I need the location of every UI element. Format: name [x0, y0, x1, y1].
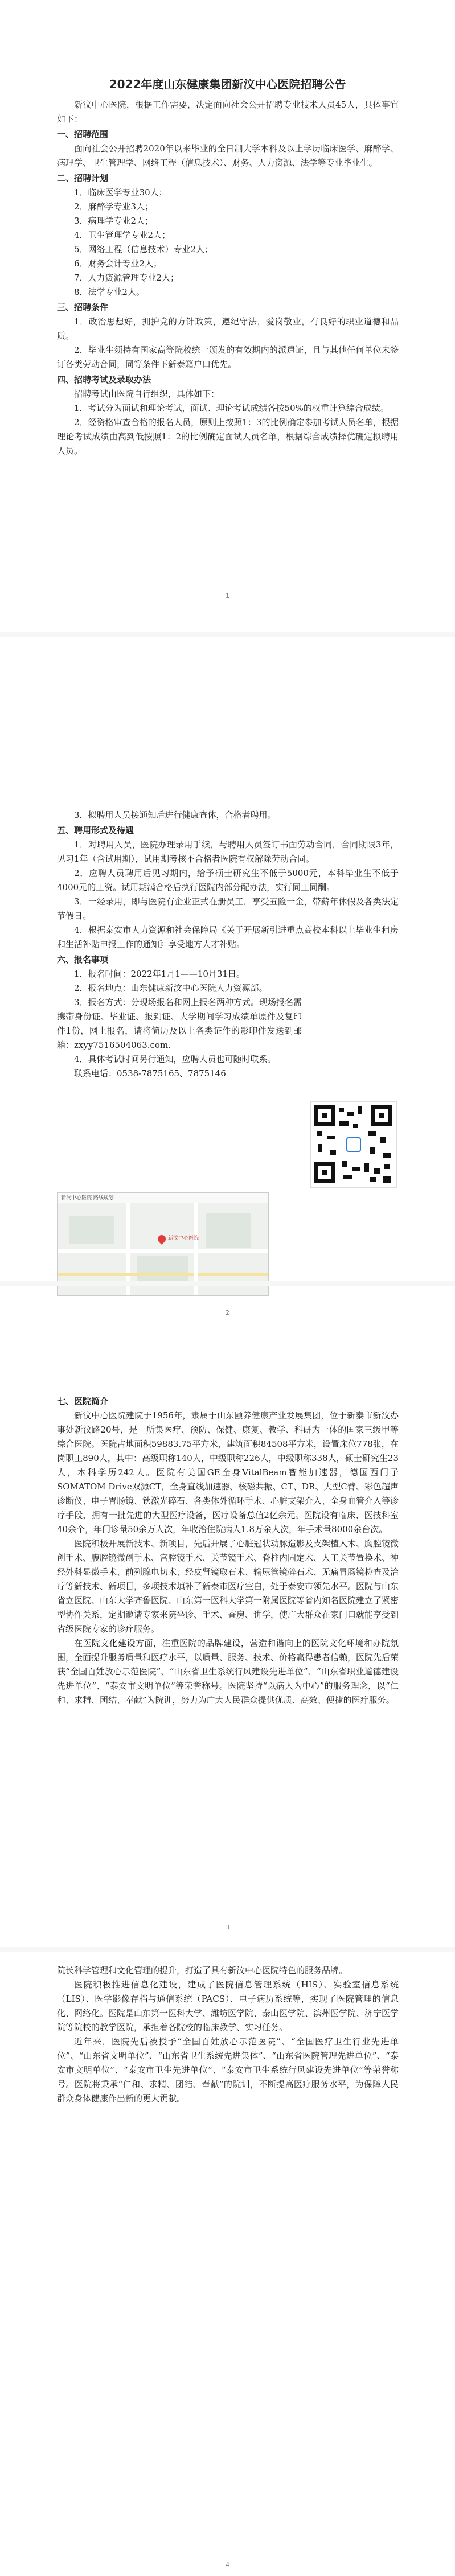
registration-item: 2．报名地点：山东健康新汶中心医院人力资源部。 [74, 983, 268, 993]
page-number: 2 [226, 1309, 229, 1316]
plan-item: 5．网络工程（信息技术）专业2人； [74, 244, 214, 254]
section-6-heading: 六、报名事项 [57, 954, 109, 965]
section-7-heading: 七、医院简介 [57, 1396, 109, 1406]
map-toolbar: 新汶中心医院 路线规划 [58, 1193, 268, 1203]
intro-paragraph: 医院积极推进信息化建设，建成了医院信息管理系统（HIS）、实验室信息系统（LIS）、医学影像存档与通信系统（PACS）、电子病历系统等，实现了医院管理的信息化、网络化。医院是山东第一医科大学、潍坊医学院、泰山医学院、滨州医学院、济宁医学院等院校的教学医院，承担着各院校的临床教学、实习任务。 [57, 1980, 399, 2032]
page-3 [0, 1326, 455, 1947]
page-3-content [57, 1393, 399, 1707]
intro-paragraph: 近年来，医院先后被授予“全国百姓放心示范医院”、“全国医疗卫生行业先进单位”、“山东省文明单位”、“山东省卫生系统先进集体”、“山东省医院管理先进单位”、“泰安市文明单位”、“泰安市卫生先进单位”、“泰安市卫生系统行风建设先进单位”等荣誉称号。医院将秉承“仁和、求精、团结、奉献”的院训，不断提高医疗服务水平，为保障人民群众身体健康作出新的更大贡献。 [57, 2036, 399, 2104]
intro-paragraph: 新汶中心医院建院于1956年，隶属于山东颐养健康产业发展集团，位于新泰市新汶办事处新汶路20号，是一所集医疗、预防、保健、康复、教学、科研为一体的国家三级甲等综合医院。医院占地面积59883.75平方米，建筑面积84508平方米，设置床位778张，在岗职工890人，其中：高级职称140人，中级职称226人，中级职称338人，硕士研究生23人，本科学历242人。医院有美国GE全身VitalBeam智能加速器，德国西门子SOMATOM Drive双源CT，全身直线加速器、核磁共振、CT、DR、大型C臂、彩色超声诊断仪、电子胃肠镜、钬激光碎石、各类体外循环手术、心脏支架介入、全身血管介入等诊疗手段，拥有一批先进的大型医疗设备，医疗设备总值2亿余元。医院设有临床、医技科室40余个，年门诊量50余万人次，年收治住院病人1.8万余人次，年手术量8000余台次。 [57, 1410, 399, 1534]
section-4-heading: 四、招聘考试及录取办法 [57, 375, 151, 385]
registration-item: 4．具体考试时间另行通知，应聘人员也可随时联系。 [74, 1054, 276, 1064]
page-1 [0, 0, 455, 632]
section-5-heading: 五、聘用形式及待遇 [57, 825, 134, 836]
intro-paragraph: 新汶中心医院，根据工作需要，决定面向社会公开招聘专业技术人员45人，具体事宜如下： [57, 100, 399, 124]
plan-item: 3．病理学专业2人； [74, 216, 154, 226]
page-separator [0, 1281, 455, 1286]
condition-item: 2．毕业生须持有国家高等院校统一颁发的有效期内的派遣证，且与其他任何单位未签订各类劳动合同，同等条件下新泰籍户口优先。 [57, 345, 399, 369]
qr-logo-icon [346, 1137, 361, 1152]
intro-paragraph: 医院积极开展新技术、新项目，先后开展了心脏冠状动脉造影及支架植入术、胸腔镜微创手术、腹腔镜微创手术、宫腔镜手术、关节镜手术、脊柱内固定术、人工关节置换术、神经外科显微手术、前列腺电切术、经皮肾镜取石术、输尿管镜碎石术、无痛胃肠镜检查及治疗等新技术、新项目，多项技术填补了新泰市医疗空白，处于泰安市领先水平。医院与山东省立医院、山东大学齐鲁医院、山东第一医科大学第一附属医院等省内知名医院建立了紧密型协作关系，定期邀请专家来院坐诊、手术、查房、讲学，使广大群众在家门口就能享受到省级医院专家的诊疗服务。 [57, 1538, 399, 1634]
contact-phone: 联系电话：0538-7875165、7875146 [74, 1068, 226, 1079]
section-2-heading: 二、招聘计划 [57, 173, 109, 183]
exam-item: 招聘考试由医院自行组织，具体如下： [74, 389, 220, 399]
intro-paragraph: 院长科学管理和文化管理的提升，打造了具有新汶中心医院特色的服务品牌。 [57, 1965, 348, 1976]
section-1-heading: 一、招聘范围 [57, 129, 109, 139]
page-title: 2022年度山东健康集团新汶中心医院招聘公告 [109, 77, 346, 91]
plan-item: 4．卫生管理学专业2人； [74, 230, 171, 240]
plan-item: 7．人力资源管理专业2人； [74, 273, 179, 283]
page-number: 1 [226, 592, 229, 599]
registration-item: 3．报名方式：分现场报名和网上报名两种方式。现场报名需携带身份证、毕业证、报到证、大学期间学习成绩单原件及复印件1份，网上报名，请将简历及以上各类证件的影印件发送到邮箱：zxyy7516504063.com. [57, 997, 302, 1050]
condition-item: 1．政治思想好，拥护党的方针政策，遵纪守法，爱岗敬业，有良好的职业道德和品质。 [57, 316, 399, 341]
exam-item: 3．拟聘用人员接通知后进行健康查体，合格者聘用。 [74, 810, 276, 820]
plan-item: 2．麻醉学专业3人； [74, 201, 154, 212]
page-separator [0, 1947, 455, 1952]
qr-code [310, 1101, 397, 1188]
page-separator [0, 632, 455, 637]
map-location-label: 新汶中心医院 [168, 1236, 199, 1241]
page-1-content [57, 98, 399, 458]
intro-paragraph: 在医院文化建设方面，注重医院的品牌建设，营造和谐向上的医院文化环境和办院氛围，全面提升服务质量和医疗水平，以质量、服务、技术、价格赢得患者信赖，医院先后荣获“全国百姓放心示范医院”、“山东省卫生系统行风建设先进单位”、“山东省职业道德建设先进单位”、“泰安市文明单位”等荣誉称号。医院坚持“以病人为中心”的服务理念，以“仁和、求精、团结、奉献”为院训，努力为广大人民群众提供优质、高效、便捷的医疗服务。 [57, 1638, 399, 1705]
employment-item: 4．根据泰安市人力资源和社会保障局《关于开展新引进重点高校本科以上毕业生租房和生活补贴申报工作的通知》享受地方人才补贴。 [57, 925, 399, 949]
page-2-content [57, 808, 399, 1081]
page-number: 3 [226, 1924, 229, 1931]
plan-item: 6．财务会计专业2人； [74, 258, 162, 269]
exam-item: 2．经资格审查合格的报名人员，原则上按照1：3的比例确定参加考试人员名单，根据理论考试成绩由高到低按照1：2的比例确定面试人员名单，根据综合成绩择优确定拟聘用人员。 [57, 417, 399, 456]
section-3-heading: 三、招聘条件 [57, 302, 109, 312]
exam-item: 1．考试分为面试和理论考试，面试、理论考试成绩各按50%的权重计算综合成绩。 [74, 403, 389, 413]
map-pin-icon [156, 1233, 167, 1245]
page-4 [0, 1952, 455, 2576]
employment-item: 3．一经录用，即与医院有企业正式在册员工，享受五险一金，带薪年休假及各类法定节假日。 [57, 896, 399, 921]
employment-item: 2．应聘人员聘用后见习期内，给予硕士研究生不低于5000元，本科毕业生不低于4000元的工资。试用期满合格后执行医院内部分配办法，实行同工同酬。 [57, 868, 399, 892]
plan-item: 8．法学专业2人。 [74, 287, 145, 297]
employment-item: 1．对聘用人员，医院办理录用手续，与聘用人员签订书面劳动合同，合同期限3年，见习1年（含试用期），试用期考核不合格者医院有权解除劳动合同。 [57, 840, 399, 864]
registration-item: 1．报名时间：2022年1月1——10月31日。 [74, 969, 245, 979]
plan-item: 1．临床医学专业30人； [74, 187, 167, 197]
page-4-content [57, 1964, 399, 2106]
section-1-text: 面向社会公开招聘2020年以来毕业的全日制大学本科及以上学历临床医学、麻醉学、病理学、卫生管理学、网络工程（信息技术）、财务、人力资源、法学等专业毕业生。 [57, 143, 399, 168]
page-number: 4 [226, 2561, 229, 2569]
